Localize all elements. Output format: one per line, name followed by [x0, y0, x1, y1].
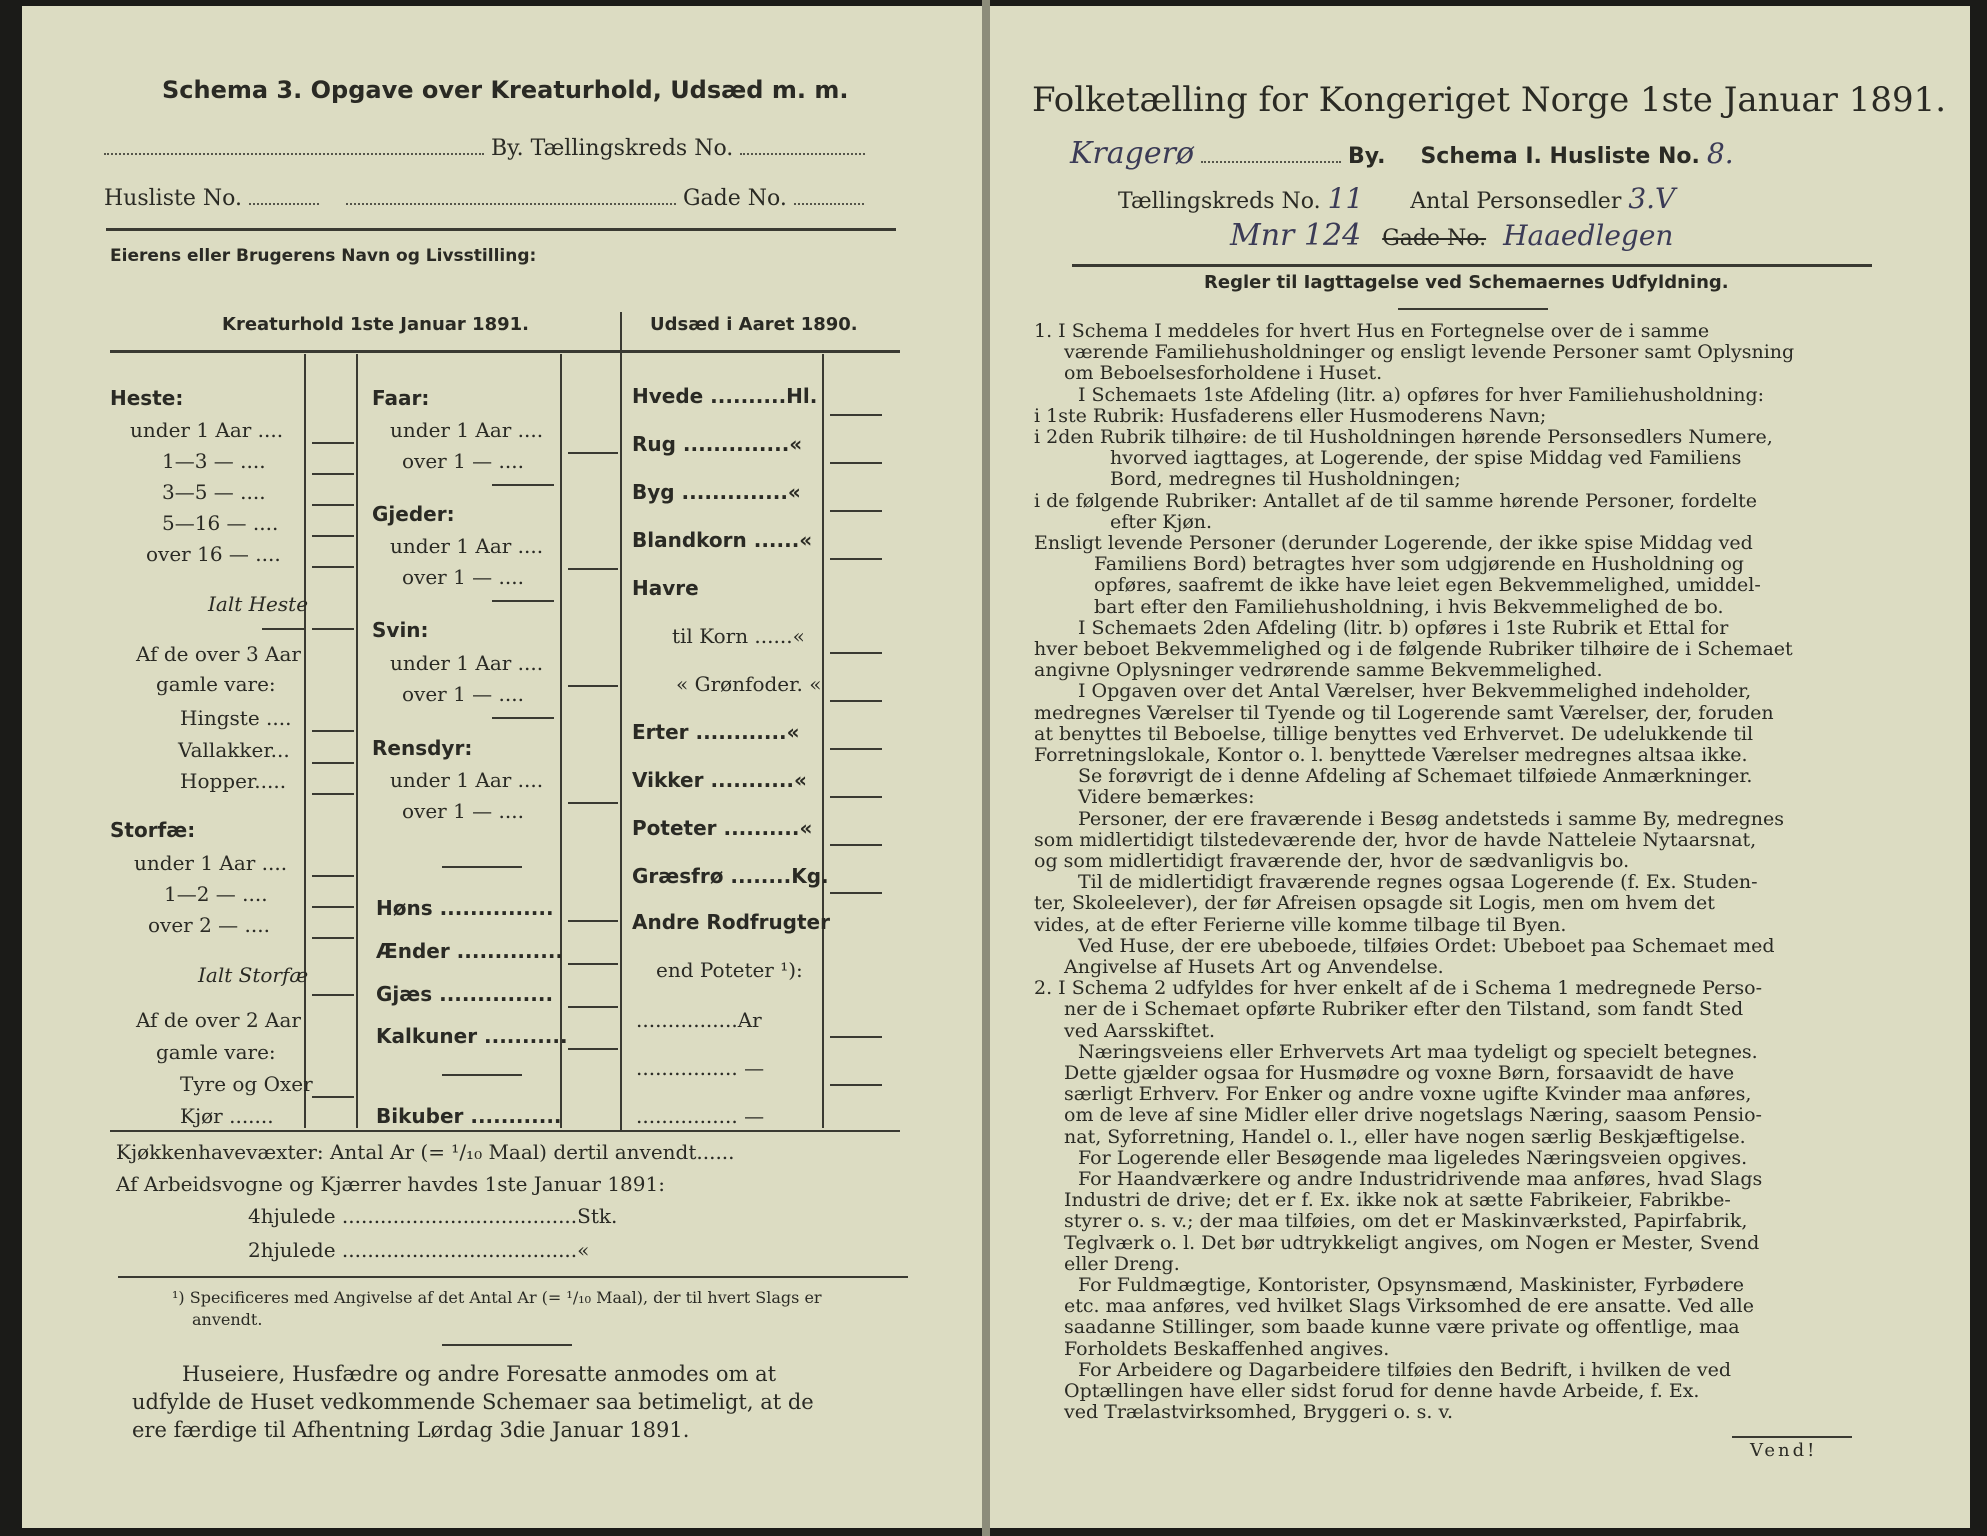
gjeder-label: Gjeder: — [372, 502, 455, 526]
rule-line: Forholdets Beskaffenhed angives. — [1064, 1337, 1390, 1360]
rule-line: I Opgaven over det Antal Værelser, hver Bekvemmelighed indeholder, — [1078, 680, 1752, 703]
left-page — [22, 6, 982, 1528]
antal-handwritten: 3.V — [1628, 182, 1676, 215]
by-line — [104, 136, 865, 161]
entry-blank — [312, 535, 354, 537]
closing-text: udfylde de Huset vedkommende Schemaer saa betimeligt, at de — [132, 1390, 814, 1414]
hopper: Hopper..... — [180, 769, 287, 793]
rule-line: Se forøvrigt de i denne Afdeling af Schemaet tilføiede Anmærkninger. — [1078, 765, 1753, 788]
bikuber: Bikuber ............ — [376, 1104, 562, 1128]
vend-note: Vend! — [1750, 1440, 1818, 1461]
havre: Havre — [632, 576, 699, 600]
kjokkenhavevaexter: Kjøkkenhavevæxter: Antal Ar (= ¹/₁₀ Maal) dertil anvendt...... — [116, 1140, 735, 1164]
rule-line: ved Aarsskiftet. — [1064, 1019, 1215, 1042]
entry-blank — [312, 730, 354, 732]
husliste-line — [104, 186, 864, 211]
rug: Rug ..............« — [632, 432, 803, 456]
husliste-handwritten: 8. — [1706, 137, 1734, 170]
erter: Erter ............« — [632, 720, 800, 744]
rules-title: Regler til Iagttagelse ved Schemaernes Udfyldning. — [1204, 272, 1729, 293]
rule-line: om de leve af sine Midler eller drive nogetslags Næring, saasom Pensio- — [1064, 1104, 1762, 1127]
entry-blank — [568, 568, 618, 570]
aender: Ænder .............. — [376, 939, 564, 963]
rule-line: angivne Oplysninger vedrørende samme Bekvemmelighed. — [1034, 659, 1603, 682]
rule-line: at benyttes til Beboelse, tillige benyttes ved Erhvervet. De udelukkende til — [1034, 722, 1754, 745]
entry-blank — [830, 700, 882, 702]
rule-line: Dette gjælder ogsaa for Husmødre og voxne Børn, forsaavidt de have — [1064, 1062, 1735, 1084]
gjeder-row: under 1 Aar .... — [390, 534, 544, 558]
hons: Høns ............... — [376, 896, 554, 920]
rule-line: For Haandværkere og andre Industridrivende maa anføres, hvad Slags — [1078, 1168, 1763, 1190]
tyre-og-oxer: Tyre og Oxer — [180, 1072, 313, 1096]
entry-blank — [312, 793, 354, 795]
entry-blank — [830, 1084, 882, 1086]
header-rule — [1072, 264, 1872, 267]
rule-line: Familiens Bord) betragtes hver som udgjørende en Husholdning og — [1094, 553, 1744, 576]
heste-row: 1—3 — .... — [162, 449, 266, 473]
right-page — [990, 6, 1970, 1528]
rule-line: særligt Erhverv. For Enker og andre voxne ugifte Kvinder maa anføres, — [1064, 1083, 1752, 1106]
col3-inner-rule — [822, 354, 824, 1128]
rule-line: For Logerende eller Besøgende maa ligeledes Næringsveien opgives. — [1078, 1146, 1748, 1169]
firhjulede: 4hjulede .....................................Stk. — [248, 1204, 618, 1228]
poteter: Poteter ..........« — [632, 816, 813, 840]
arbeidsvogne: Af Arbeidsvogne og Kjærrer havdes 1ste Januar 1891: — [116, 1172, 665, 1196]
separator — [442, 1344, 572, 1346]
kreds-blank — [740, 149, 865, 155]
by-line — [1070, 136, 1734, 171]
heste-row: under 1 Aar .... — [130, 418, 284, 442]
storfae-label: Storfæ: — [110, 818, 196, 842]
entry-blank — [568, 1048, 618, 1050]
entry-blank — [568, 920, 618, 922]
rule-line: Næringsveiens eller Erhvervets Art maa tydeligt og specielt betegnes. — [1078, 1040, 1758, 1063]
rule-line: hver beboet Bekvemmelighed og i de følgende Rubriker tilhøire de i Schemaet — [1034, 638, 1793, 660]
rule-line: hvorved iagttages, at Logerende, der spise Middag ved Familiens — [1110, 447, 1742, 470]
entry-blank — [830, 462, 882, 464]
entry-blank — [492, 600, 554, 602]
dash-line: ................ — — [636, 1104, 765, 1128]
entry-blank — [312, 473, 354, 475]
gade-label: Gade No. — [682, 186, 787, 211]
gade-label: Gade No. — [1382, 226, 1487, 251]
rule-line: styrer o. s. v.; der maa tilføies, om det er Maskinværksted, Papirfabrik, — [1064, 1210, 1748, 1233]
af-over-2-aar: Af de over 2 Aar — [136, 1008, 301, 1032]
by-label: By. Tællingskreds No. — [491, 136, 734, 161]
col2-inner-rule — [560, 354, 562, 1128]
entry-blank — [492, 717, 554, 719]
entry-blank — [492, 484, 554, 486]
storfae-row: under 1 Aar .... — [134, 851, 288, 875]
faar-row: under 1 Aar .... — [390, 418, 544, 442]
entry-blank — [312, 566, 354, 568]
entry-blank — [568, 802, 618, 804]
gjeder-row: over 1 — .... — [402, 565, 524, 589]
af-over-3-aar: Af de over 3 Aar — [136, 642, 301, 666]
gade-prefix-handwritten: Mnr 124 — [1230, 218, 1362, 253]
heste-row: 3—5 — .... — [162, 480, 266, 504]
til-korn: til Korn ......« — [672, 624, 805, 648]
ialt-storfae: Ialt Storfæ — [198, 963, 309, 987]
kreaturhold-header: Kreaturhold 1ste Januar 1891. — [222, 314, 529, 335]
faar-row: over 1 — .... — [402, 449, 524, 473]
rensdyr-row: over 1 — .... — [402, 799, 524, 823]
gade-line — [1230, 218, 1673, 253]
separator — [442, 1074, 522, 1076]
kjor: Kjør ....... — [180, 1104, 274, 1128]
vallakker: Vallakker... — [178, 738, 290, 762]
rule-line: Teglværk o. l. Det bør udtrykkeligt angives, om Nogen er Mester, Svend — [1064, 1231, 1760, 1254]
rule-line: medregnes Værelser til Tyende og til Logerende samt Værelser, der, foruden — [1034, 701, 1774, 724]
divider — [106, 228, 896, 231]
footnote-rule — [118, 1276, 908, 1278]
udsaed-header: Udsæd i Aaret 1890. — [650, 314, 858, 335]
rule-line: Ved Huse, der ere ubeboede, tilføies Ordet: Ubeboet paa Schemaet med — [1078, 934, 1775, 957]
gamle-vare: gamle vare: — [156, 1040, 276, 1064]
gamle-vare: gamle vare: — [156, 672, 276, 696]
footnote: ¹) Specificeres med Angivelse af det Antal Ar (= ¹/₁₀ Maal), der til hvert Slags er — [172, 1288, 822, 1307]
rule-line: som midlertidigt tilstedeværende der, hvor de havde Natteleie Nytaarsnat, — [1034, 828, 1757, 851]
table-top-rule — [110, 350, 900, 353]
rule-line: Ensligt levende Personer (derunder Logerende, der ikke spise Middag ved — [1034, 532, 1753, 554]
footnote: anvendt. — [192, 1310, 263, 1329]
husliste-blank — [249, 199, 319, 205]
andre-rodfrugter: Andre Rodfrugter — [632, 910, 830, 934]
col1-inner-rule — [304, 354, 306, 1128]
hingste: Hingste .... — [180, 706, 292, 730]
rule-line: 2. I Schema 2 udfyldes for hver enkelt af de i Schema 1 medregnede Perso- — [1034, 977, 1763, 1000]
entry-blank — [830, 748, 882, 750]
rule-line: Videre bemærkes: — [1078, 786, 1255, 809]
column-divider — [620, 312, 622, 1132]
byg: Byg ..............« — [632, 480, 801, 504]
entry-blank — [568, 452, 618, 454]
rule-line: I Schemaets 2den Afdeling (litr. b) opføres i 1ste Rubrik et Ettal for — [1078, 616, 1729, 639]
heste-label: Heste: — [110, 386, 184, 410]
separator — [1398, 308, 1548, 310]
entry-blank — [312, 875, 354, 877]
table-bottom-rule — [110, 1130, 900, 1132]
storfae-row: over 2 — .... — [148, 913, 270, 937]
entry-blank — [830, 892, 882, 894]
entry-blank — [312, 628, 354, 630]
rule-line: i 2den Rubrik tilhøire: de til Husholdningen hørende Personsedlers Numere, — [1034, 426, 1773, 448]
rule-line: etc. maa anføres, ved hvilket Slags Virksomhed de ere ansatte. Ved alle — [1064, 1295, 1755, 1318]
entry-blank — [312, 442, 354, 444]
gjaes: Gjæs ............... — [376, 982, 554, 1006]
rule-line: Angivelse af Husets Art og Anvendelse. — [1064, 956, 1444, 978]
closing-text: Huseiere, Husfædre og andre Foresatte anmodes om at — [182, 1362, 777, 1386]
closing-text: ere færdige til Afhentning Lørdag 3die Januar 1891. — [132, 1418, 690, 1442]
ialt-heste: Ialt Heste — [208, 592, 309, 616]
svin-row: over 1 — .... — [402, 682, 524, 706]
svin-row: under 1 Aar .... — [390, 651, 544, 675]
rensdyr-label: Rensdyr: — [372, 736, 473, 760]
entry-blank — [312, 762, 354, 764]
entry-blank — [312, 937, 354, 939]
rule-line: opføres, saafremt de ikke have leiet egen Bekvemmelighed, umiddel- — [1094, 574, 1761, 597]
entry-blank — [312, 906, 354, 908]
kalkuner: Kalkuner ........... — [376, 1024, 568, 1048]
by-blank — [104, 149, 484, 155]
rule-line: om Beboelsesforholdene i Huset. — [1064, 362, 1383, 385]
rule-line: ter, Skoleelever), der før Afreisen opsagde sit Logis, men om hvem det — [1034, 892, 1715, 915]
entry-blank — [568, 685, 618, 687]
rule-line: ner de i Schemaet opførte Rubriker efter den Tilstand, som fandt Sted — [1064, 998, 1744, 1021]
rule-line: og som midlertidigt fraværende der, hvor de sædvanligvis bo. — [1034, 850, 1630, 872]
census-title: Folketælling for Kongeriget Norge 1ste Januar 1891. — [1032, 80, 1947, 120]
rule-line: bart efter den Familiehusholdning, i hvis Bekvemmelighed de bo. — [1094, 595, 1724, 618]
rule-line: Industri de drive; det er f. Ex. ikke nok at sætte Fabrikeier, Fabrikbe- — [1064, 1189, 1731, 1212]
rule-line: nat, Syforretning, Handel o. l., eller have nogen særlig Beskjæftigelse. — [1064, 1125, 1746, 1148]
entry-blank — [830, 844, 882, 846]
schema-1-label: Schema I. Husliste No. — [1420, 144, 1700, 169]
entry-blank — [568, 963, 618, 965]
rule-line: Optællingen have eller sidst forud for denne havde Arbeide, f. Ex. — [1064, 1380, 1700, 1402]
graesfro: Græsfrø ........Kg. — [632, 864, 829, 888]
entry-blank — [312, 1096, 354, 1098]
rule-line: For Arbeidere og Dagarbeidere tilføies den Bedrift, i hvilken de ved — [1078, 1358, 1731, 1381]
vikker: Vikker ...........« — [632, 768, 807, 792]
gronfoder: « Grønfoder. « — [676, 672, 822, 696]
by-handwritten: Kragerø — [1070, 136, 1194, 171]
entry-blank — [830, 414, 882, 416]
entry-blank — [312, 504, 354, 506]
gade-blank — [794, 199, 864, 205]
end-poteter: end Poteter ¹): — [656, 958, 803, 982]
rule-line: eller Dreng. — [1064, 1252, 1180, 1275]
blandkorn: Blandkorn ......« — [632, 528, 813, 552]
street-blank — [346, 199, 676, 205]
rule-line: Til de midlertidigt fraværende regnes ogsaa Logerende (f. Ex. Studen- — [1078, 871, 1758, 894]
rule-line: For Fuldmægtige, Kontorister, Opsynsmænd, Maskinister, Fyrbødere — [1078, 1274, 1744, 1296]
hvede: Hvede ..........Hl. — [632, 384, 818, 408]
by-blank — [1201, 157, 1341, 163]
heste-row: 5—16 — .... — [162, 511, 279, 535]
rensdyr-row: under 1 Aar .... — [390, 768, 544, 792]
kreds-label: Tællingskreds No. — [1118, 189, 1321, 214]
kreds-line — [1118, 182, 1675, 215]
by-label: By. — [1348, 144, 1386, 169]
entry-blank — [830, 796, 882, 798]
antal-label: Antal Personsedler — [1410, 189, 1622, 214]
rule-line: i de følgende Rubriker: Antallet af de til samme hørende Personer, fordelte — [1034, 489, 1758, 512]
rule-line: vides, at de efter Ferierne ville komme tilbage til Byen. — [1034, 913, 1567, 936]
rule-line: saadanne Stillinger, som baade kunne være private og offentlige, maa — [1064, 1316, 1740, 1339]
page-fold — [982, 0, 990, 1536]
rule-line: Bord, medregnes til Husholdningen; — [1110, 468, 1461, 491]
rule-line: ved Trælastvirksomhed, Bryggeri o. s. v. — [1064, 1401, 1453, 1424]
schema-3-title: Schema 3. Opgave over Kreaturhold, Udsæd m. m. — [162, 76, 849, 104]
col1-right-rule — [356, 354, 358, 1128]
eier-label: Eierens eller Brugerens Navn og Livsstilling: — [110, 246, 537, 266]
ar-line: ................Ar — [636, 1008, 762, 1032]
rule-line: efter Kjøn. — [1110, 510, 1213, 533]
entry-blank — [312, 994, 354, 996]
rule-line: 1. I Schema I meddeles for hvert Hus en Fortegnelse over de i samme — [1034, 320, 1710, 342]
husliste-label: Husliste No. — [104, 186, 242, 211]
entry-blank — [830, 1036, 882, 1038]
faar-label: Faar: — [372, 386, 430, 410]
entry-blank — [568, 1006, 618, 1008]
kreds-handwritten: 11 — [1327, 182, 1364, 215]
rule-line: i 1ste Rubrik: Husfaderens eller Husmoderens Navn; — [1034, 404, 1547, 427]
rule-line: Personer, der ere fraværende i Besøg andetsteds i samme By, medregnes — [1078, 807, 1784, 830]
storfae-row: 1—2 — .... — [164, 882, 268, 906]
tohjulede: 2hjulede .....................................« — [248, 1238, 590, 1262]
rule-line: værende Familiehusholdninger og ensligt levende Personer samt Oplysning — [1064, 341, 1795, 364]
separator — [442, 866, 522, 868]
entry-blank — [262, 628, 304, 630]
rule-line: Forretningslokale, Kontor o. l. benyttede Værelser medregnes altsaa ikke. — [1034, 744, 1748, 766]
dash-line: ................ — — [636, 1056, 765, 1080]
gade-handwritten: Haaedlegen — [1503, 219, 1674, 252]
separator — [1732, 1436, 1852, 1438]
entry-blank — [830, 652, 882, 654]
svin-label: Svin: — [372, 618, 429, 642]
entry-blank — [830, 510, 882, 512]
heste-row: over 16 — .... — [146, 542, 281, 566]
rule-line: I Schemaets 1ste Afdeling (litr. a) opføres for hver Familiehusholdning: — [1078, 383, 1765, 406]
entry-blank — [830, 558, 882, 560]
